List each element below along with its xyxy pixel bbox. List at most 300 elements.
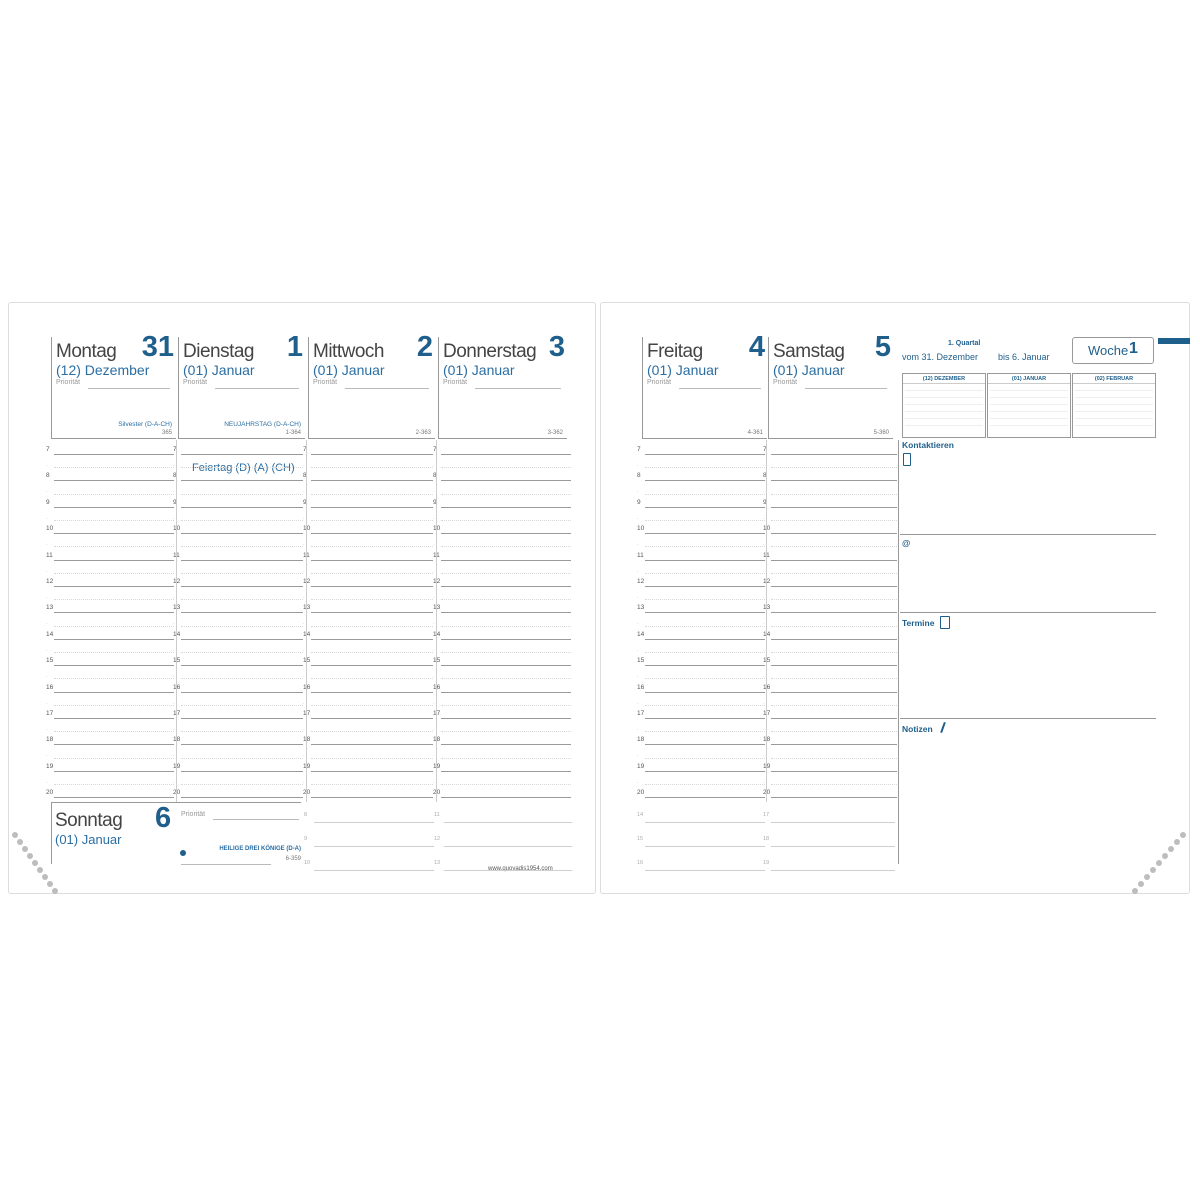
col2-hour-line [311,586,433,587]
mini-calendar-cell [1114,392,1124,398]
col5-half-line [771,494,897,495]
mini-calendar-cell [1104,399,1114,405]
mini-calendar-cell [973,406,983,412]
col1-hour-line [181,692,303,693]
col2-hour-line [311,797,433,798]
col4-hour-line [645,454,765,455]
col2-hour-label: 20 [303,789,311,797]
col1-hour-line [181,454,303,455]
col0-hour-line [54,507,174,508]
mini-calendar-cell [990,406,1000,412]
col2-half-marker: · [303,621,305,628]
mini-calendar-cell [964,392,974,398]
col1-hour-line [181,639,303,640]
col1-half-marker: · [173,700,175,707]
sunday-slot-line [444,822,572,823]
kontakt-separator [900,534,1156,535]
col5-half-line [771,467,897,468]
mini-calendar-cell [1104,413,1114,419]
col4-half-marker: · [637,753,639,760]
mini-calendar-cell [1029,413,1039,419]
col3-half-marker: · [433,515,435,522]
mini-calendar-cell [944,420,954,426]
col1-half-line [181,599,303,600]
mini-calendar-cell [1058,392,1068,398]
col3-hour-label: 13 [433,604,441,612]
priority-label: Priorität [443,379,468,386]
col3-hour-label: 17 [433,710,441,717]
mini-calendar-cell [1058,399,1068,405]
col2-hour-label: 7 [303,446,307,453]
col1-hour-label: 9 [173,498,177,506]
sunday-number: 6 [155,802,172,834]
col3-hour-line [441,507,571,508]
spiral-hole [1132,888,1138,894]
mini-calendar-cell [1143,413,1153,419]
col5-hour-line [771,480,897,481]
mini-calendar-cell [1095,392,1105,398]
col3-hour-line [441,639,571,640]
day-of-year: 365 [161,430,172,436]
col3-half-line [441,546,571,547]
sunday-slot-line [314,822,434,823]
col1-hour-label: 18 [173,736,181,744]
col5-hour-line [771,718,897,719]
col4-half-marker: · [637,674,639,681]
priority-line [345,388,429,389]
col2-hour-label: 13 [303,604,311,612]
col4-hour-label: 15 [637,657,645,665]
col1-half-line [181,731,303,732]
col5-half-marker: · [763,674,765,681]
col2-hour-label: 11 [303,551,310,559]
col3-half-line [441,520,571,521]
col4-hour-line [645,612,765,613]
col1-half-line [181,678,303,679]
mini-calendar-cell [1029,392,1039,398]
priority-label: Priorität [647,379,672,386]
col0-half-line [54,626,174,627]
mini-calendar-cell [1075,406,1085,412]
day-month: (01) Januar [313,362,385,378]
col0-half-line [54,520,174,521]
mini-calendar-cell [964,413,974,419]
col2-half-marker: · [303,463,305,469]
mini-calendar-cell [1085,413,1095,419]
col1-half-line [181,546,303,547]
col4-hour-line [645,692,765,693]
mini-calendar-cell [1039,420,1049,426]
mini-calendar-cell [954,385,964,391]
col1-hour-line [181,533,303,534]
spiral-hole [1174,839,1180,845]
col3-half-line [441,494,571,495]
col5-hour-label: 17 [763,710,771,717]
col0-half-line [54,652,174,653]
sunday-slot-line [314,870,434,871]
mini-calendar-cell [1095,420,1105,426]
col1-half-line [181,494,303,495]
mini-calendar-2 [1072,373,1156,438]
spiral-hole [1144,874,1150,880]
mini-calendar-cell [973,392,983,398]
mini-calendar-cell [915,385,925,391]
col0-hour-line [54,454,174,455]
day-of-year: 4-361 [747,430,763,436]
col0-hour-label: 20 [46,789,54,797]
sunday-month: (01) Januar [55,832,122,847]
sunday-top-line [51,802,301,803]
mini-calendar-cell [934,399,944,405]
col5-half-marker: · [763,542,765,549]
col0-hour-label: 10 [46,525,54,533]
mini-calendar-cell [1134,399,1144,405]
mini-calendar-cell [1075,420,1085,426]
col3-half-line [441,467,571,468]
col4-hour-line [645,771,765,772]
col1-hour-line [181,771,303,772]
col3-hour-label: 10 [433,525,441,533]
mini-calendar-cell [1019,385,1029,391]
col0-hour-line [54,692,174,693]
mini-calendar-cell [1114,385,1124,391]
col3-hour-line [441,533,571,534]
col5-half-marker: · [763,489,765,496]
col3-half-line [441,599,571,600]
col2-half-line [311,573,433,574]
col0-half-line [54,573,174,574]
col0-hour-label: 14 [46,630,54,638]
col5-half-line [771,678,897,679]
mini-calendar-cell [1019,392,1029,398]
mini-calendar-cell [1114,399,1124,405]
right-extra-hour: 14 [637,812,644,818]
day-of-year: 1-364 [285,430,301,436]
col5-half-marker: · [763,568,765,575]
col5-half-marker: · [763,515,765,522]
col4-hour-label: 10 [637,525,645,533]
col3-hour-line [441,480,571,481]
col3-hour-label: 15 [433,657,441,665]
priority-line [805,388,887,389]
spiral-hole [1156,860,1162,866]
col2-half-line [311,731,433,732]
col2-hour-line [311,612,433,613]
col0-half-marker: · [46,647,48,654]
day-header-0 [51,331,176,439]
spiral-hole [1138,881,1144,887]
mini-calendar-grid [1073,384,1155,427]
col0-half-line [54,705,174,706]
col3-hour-label: 16 [433,683,441,691]
col5-half-line [771,626,897,627]
week-number: 1 [1129,340,1138,357]
mini-calendar-cell [934,392,944,398]
mini-calendar-cell [990,420,1000,426]
right-extra-hour: 17 [763,812,770,818]
mini-calendar-cell [1000,420,1010,426]
col2-half-line [311,784,433,785]
sunday-slot-line [314,846,434,847]
col4-half-line [645,652,765,653]
col0-half-marker: · [46,753,48,760]
day-month: (12) Dezember [56,362,150,378]
col0-half-marker: · [46,542,48,549]
col2-half-line [311,626,433,627]
mini-calendar-cell [905,413,915,419]
mini-calendar-cell [1000,385,1010,391]
col4-hour-line [645,480,765,481]
right-extra-line [771,822,895,823]
mini-calendar-cell [954,399,964,405]
col3-half-line [441,678,571,679]
col1-hour-label: 10 [173,525,181,533]
mini-calendar-cell [925,392,935,398]
priority-label: Priorität [56,379,81,386]
col5-half-marker: · [763,621,765,628]
col3-hour-label: 20 [433,789,441,797]
col0-hour-line [54,718,174,719]
col0-hour-label: 13 [46,604,54,612]
col4-half-line [645,520,765,521]
col4-half-line [645,626,765,627]
mini-calendar-cell [1085,385,1095,391]
col3-half-marker: · [433,621,435,628]
spiral-hole [37,867,43,873]
col2-half-marker: · [303,489,305,496]
col0-hour-label: 17 [46,710,54,717]
col0-hour-label: 15 [46,657,54,665]
mini-calendar-cell [1134,420,1144,426]
mini-calendar-cell [990,392,1000,398]
mini-calendar-cell [964,406,974,412]
mini-calendar-cell [1114,406,1124,412]
mini-calendar-cell [1085,406,1095,412]
col1-half-marker: · [173,595,175,601]
mini-calendar-cell [1010,413,1020,419]
mini-calendar-cell [1019,413,1029,419]
col0-hour-line [54,586,174,587]
col0-half-marker: · [46,779,48,786]
col1-half-marker: · [173,515,175,522]
col0-half-marker: · [46,515,48,522]
col1-half-marker: · [173,621,175,628]
col0-half-line [54,731,174,732]
mini-calendar-cell [1039,399,1049,405]
col4-half-marker: · [637,515,639,522]
spiral-hole [47,881,53,887]
col5-hour-label: 10 [763,525,771,533]
mini-calendar-title: (12) DEZEMBER [903,374,985,384]
col3-half-marker: · [433,753,435,760]
day-name: Freitag [647,341,703,362]
col3-half-marker: · [433,647,435,654]
col0-half-marker: · [46,463,48,469]
col5-hour-label: 19 [763,762,771,770]
sunday-block [51,802,301,864]
col5-hour-line [771,533,897,534]
col5-hour-line [771,639,897,640]
col0-hour-label: 19 [46,762,54,770]
col2-hour-label: 8 [303,472,307,480]
priority-line [88,388,170,389]
sunday-slot-label: 12 [434,836,441,842]
col3-half-marker: · [433,674,435,681]
col0-half-line [54,784,174,785]
col0-hour-label: 7 [46,446,50,453]
col4-hour-line [645,533,765,534]
col4-half-line [645,784,765,785]
termine-title: Termine [902,618,935,628]
mini-calendar-cell [1143,392,1153,398]
mini-calendar-cell [925,399,935,405]
col2-hour-label: 16 [303,683,311,691]
day-name: Mittwoch [313,341,384,362]
col0-hour-line [54,533,174,534]
mini-calendar-cell [934,406,944,412]
col4-half-line [645,758,765,759]
col2-half-line [311,467,433,468]
col5-hour-line [771,771,897,772]
mini-calendar-cell [1114,420,1124,426]
col1-hour-line [181,718,303,719]
col4-hour-label: 13 [637,604,645,612]
day-of-year: 3-362 [547,430,563,436]
col3-half-marker: · [433,568,435,575]
mini-calendar-cell [1124,406,1134,412]
col0-hour-line [54,771,174,772]
priority-label: Priorität [773,379,798,386]
col5-hour-line [771,692,897,693]
day-number: 4 [748,331,765,363]
col5-hour-label: 18 [763,736,771,744]
col1-half-line [181,626,303,627]
day-of-year: 5-360 [873,430,889,436]
col4-half-marker: · [637,779,639,786]
spiral-hole [12,832,18,838]
col3-hour-line [441,744,571,745]
mini-calendar-cell [944,392,954,398]
day-name: Donnerstag [443,341,537,362]
col5-hour-label: 16 [763,683,771,691]
mini-calendar-cell [964,420,974,426]
mini-calendar-cell [944,385,954,391]
col3-hour-label: 9 [433,498,437,506]
right-extra-hour: 16 [637,860,644,866]
col5-hour-line [771,560,897,561]
mini-calendar-cell [1134,385,1144,391]
col2-half-marker: · [303,727,305,733]
col4-hour-label: 20 [637,789,645,797]
col3-hour-label: 14 [433,630,441,638]
mini-calendar-cell [990,385,1000,391]
mini-calendar-cell [1143,406,1153,412]
col3-hour-line [441,586,571,587]
spiral-hole [27,853,33,859]
col4-hour-label: 9 [637,498,641,506]
col4-half-line [645,546,765,547]
col2-hour-line [311,533,433,534]
day-month: (01) Januar [773,362,845,378]
mini-calendar-cell [964,385,974,391]
col2-half-line [311,546,433,547]
mini-calendar-cell [973,399,983,405]
mini-calendar-cell [1058,385,1068,391]
mini-calendar-cell [1049,420,1059,426]
col2-half-line [311,520,433,521]
col1-hour-line [181,507,303,508]
col0-hour-label: 8 [46,472,50,480]
sunday-slot-label: 8 [304,812,308,818]
col2-hour-label: 19 [303,762,311,770]
col2-hour-label: 12 [303,578,311,585]
range-from: vom 31. Dezember [902,352,979,362]
mini-calendar-grid [988,384,1070,427]
col4-hour-line [645,797,765,798]
col1-half-marker: · [173,753,175,760]
mini-calendar-cell [1104,392,1114,398]
priority-label: Priorität [313,379,338,386]
col4-hour-line [645,586,765,587]
priority-line [475,388,561,389]
termine-separator [900,718,1156,719]
col2-half-line [311,678,433,679]
col0-half-line [54,599,174,600]
col4-half-marker: · [637,489,639,496]
col4-hour-label: 18 [637,736,645,744]
priority-label: Priorität [183,379,208,386]
mini-calendar-cell [915,413,925,419]
col0-hour-label: 16 [46,683,54,691]
mini-calendar-cell [1049,399,1059,405]
mini-calendar-cell [1000,392,1010,398]
mini-calendar-cell [1049,406,1059,412]
col1-hour-line [181,744,303,745]
col5-hour-label: 7 [763,446,767,453]
col5-hour-line [771,797,897,798]
mini-calendar-cell [934,420,944,426]
col3-hour-label: 11 [433,551,440,559]
col3-hour-line [441,771,571,772]
col1-hour-label: 8 [173,472,177,480]
mini-calendar-title: (02) FEBRUAR [1073,374,1155,384]
week-box [1072,337,1154,364]
mini-calendar-cell [915,392,925,398]
col2-half-marker: · [303,779,305,786]
col0-half-marker: · [46,595,48,601]
mini-calendar-cell [1095,385,1105,391]
mini-calendar-cell [954,406,964,412]
col1-hour-label: 12 [173,578,181,585]
col3-half-line [441,758,571,759]
mini-calendar-cell [1029,385,1039,391]
day-number: 5 [874,331,891,363]
col5-half-marker: · [763,753,765,760]
mini-calendar-cell [944,413,954,419]
feiertag-note: Feiertag (D) (A) (CH) [192,462,295,474]
col4-half-line [645,573,765,574]
day-of-year: 2-363 [415,430,431,436]
col3-hour-label: 12 [433,578,441,585]
col5-half-marker: · [763,647,765,654]
mini-calendar-cell [1095,406,1105,412]
right-extra-hour: 19 [763,860,770,866]
column-separator [436,440,437,802]
col1-hour-label: 13 [173,604,181,612]
col2-half-line [311,652,433,653]
week-tab-marker [1158,338,1190,344]
col1-half-marker: · [173,542,175,549]
